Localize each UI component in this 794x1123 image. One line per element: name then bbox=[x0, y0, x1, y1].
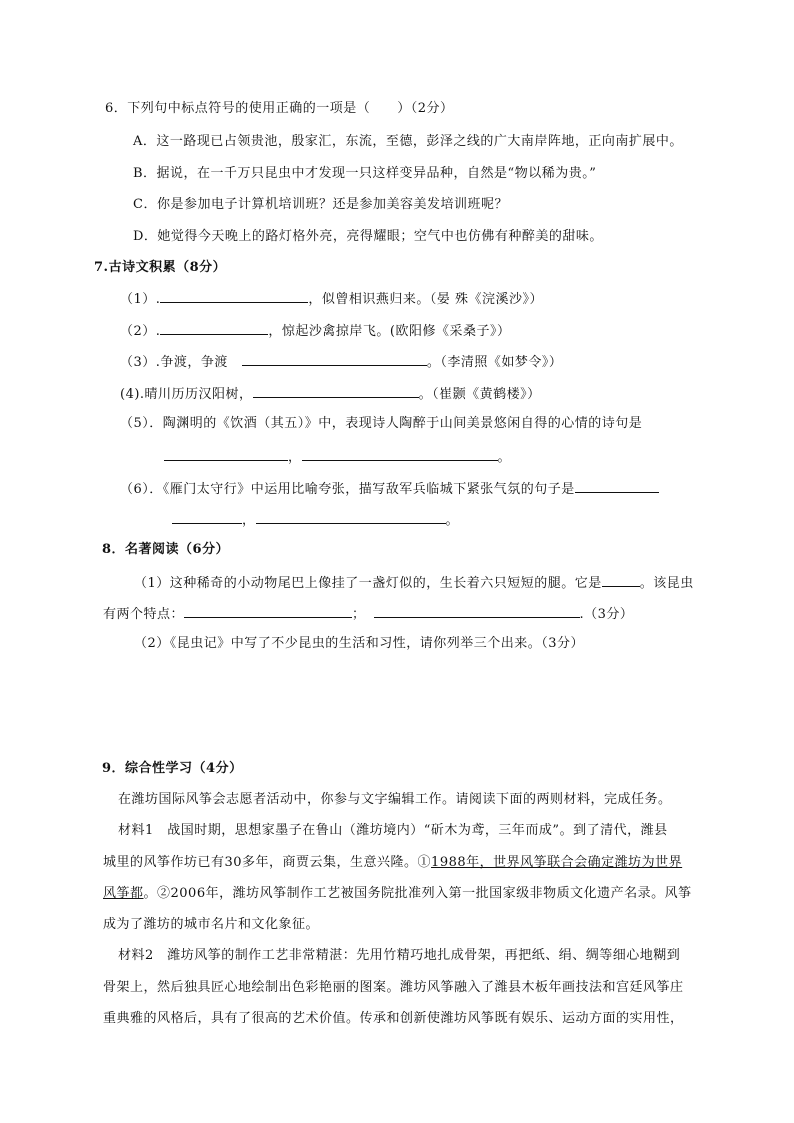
q7-item1-suffix: ，似曾相识燕归来。（晏 殊《浣溪沙》） bbox=[308, 292, 544, 307]
q7-item1-prefix: （1）. bbox=[120, 292, 161, 307]
q9-m1-b: 城里的风筝作坊已有30多年，商贾云集，生意兴隆。① bbox=[103, 855, 432, 870]
q7-item3-prefix: （3）.争渡，争渡 bbox=[120, 355, 228, 370]
q8-sub1-blank-trait1[interactable] bbox=[184, 604, 352, 618]
q7-item2-prefix: （2）. bbox=[120, 324, 161, 339]
q9-material1-line4: 成为了潍坊的城市名片和文化象征。 bbox=[103, 917, 320, 932]
q7-item6-blank-1[interactable] bbox=[575, 479, 659, 493]
q7-item6-blank-3[interactable] bbox=[256, 510, 446, 524]
q9-title: 9．综合性学习（4分） bbox=[102, 761, 243, 776]
q6-option-c: C．你是参加电子计算机培训班？还是参加美容美发培训班呢？ bbox=[133, 197, 508, 212]
q9-intro: 在潍坊国际风筝会志愿者活动中，你参与文字编辑工作。请阅读下面的两则材料，完成任务。 bbox=[118, 792, 672, 807]
q9-m1-underlined-2: 风筝都 bbox=[103, 886, 144, 901]
q7-item4-blank[interactable] bbox=[253, 384, 419, 398]
q8-sub1-blank-trait2[interactable] bbox=[374, 604, 580, 618]
q9-material2-line1: 材料2 潍坊风筝的制作工艺非常精湛：先用竹精巧地扎成骨架，再把纸、绢、绸等细心地糊到 bbox=[118, 948, 681, 963]
q7-item6-answer bbox=[172, 510, 459, 530]
q8-sub1-e: .（3分） bbox=[579, 607, 634, 622]
q8-sub2: （2）《昆虫记》中写了不少昆虫的生活和习性，请你列举三个出来。（3分） bbox=[134, 636, 585, 651]
q6-option-d: D．她觉得今天晚上的路灯格外亮，亮得耀眼；空气中也仿佛有种醉美的甜味。 bbox=[133, 229, 603, 244]
q7-item5-answer bbox=[164, 447, 511, 467]
q7-item5-end: 。 bbox=[497, 450, 512, 465]
q7-item5-blank-2[interactable] bbox=[302, 447, 498, 461]
q9-material2-line2: 骨架上，然后独具匠心地绘制出色彩艳丽的图案。潍坊风筝融入了潍县木板年画技法和宫廷风筝庄 bbox=[103, 980, 684, 995]
q7-item4-prefix: (4).晴川历历汉阳树， bbox=[120, 387, 253, 402]
q7-item5-blank-1[interactable] bbox=[164, 447, 288, 461]
q8-sub1-blank-name[interactable] bbox=[602, 573, 640, 587]
q7-item6-blank-2[interactable] bbox=[172, 510, 242, 524]
q7-item3 bbox=[120, 352, 562, 372]
q7-item2 bbox=[120, 321, 510, 341]
q6-option-b: B．据说，在一千万只昆虫中才发现一只这样变异品种，自然是“物以稀为贵。” bbox=[133, 166, 597, 181]
q7-item1-blank[interactable] bbox=[160, 289, 308, 303]
q8-sub1-line2 bbox=[103, 604, 633, 624]
q8-sub1-a: （1）这种稀奇的小动物尾巴上像挂了一盏灯似的，生长着六只短短的腿。它是 bbox=[134, 576, 602, 591]
q7-item2-blank[interactable] bbox=[160, 321, 268, 335]
q7-item6-end: 。 bbox=[445, 513, 460, 528]
q9-material1-line3 bbox=[103, 885, 692, 903]
q7-item3-blank[interactable] bbox=[242, 352, 427, 366]
q6-title: 6．下列句中标点符号的使用正确的一项是（ ）（2分） bbox=[105, 101, 454, 116]
q9-m1-underlined-1: 1988年，世界风筝联合会确定潍坊为世界 bbox=[431, 855, 683, 870]
q7-item4-suffix: 。（崔颢《黄鹤楼》） bbox=[418, 387, 541, 402]
q7-item2-suffix: ，惊起沙禽掠岸飞。(欧阳修《采桑子》） bbox=[268, 324, 511, 339]
q7-title: 7.古诗文积累（8分） bbox=[94, 260, 227, 275]
q7-item5-sep: ， bbox=[288, 450, 302, 465]
q9-m1-c: 。②2006年，潍坊风筝制作工艺被国务院批准列入第一批国家级非物质文化遗产名录。风筝 bbox=[143, 886, 692, 901]
q8-sub1-d: ； bbox=[352, 607, 366, 622]
q9-material1-line1: 材料1 战国时期，思想家墨子在鲁山（潍坊境内）“斫木为鸢，三年而成”。到了清代，潍县 bbox=[118, 823, 668, 838]
q7-item1 bbox=[120, 289, 543, 309]
q7-item5-text: （5）．陶渊明的《饮酒（其五）》中，表现诗人陶醉于山间美景悠闲自得的心情的诗句是 bbox=[120, 416, 643, 431]
q8-sub1-c: 有两个特点： bbox=[103, 607, 185, 622]
q7-item6-sep: ， bbox=[242, 513, 256, 528]
q9-material2-line3: 重典雅的风格后，具有了很高的艺术价值。传承和创新使潍坊风筝既有娱乐、运动方面的实用性， bbox=[103, 1011, 684, 1026]
q8-sub1-line1 bbox=[134, 573, 694, 593]
q8-title: 8．名著阅读（6分） bbox=[102, 542, 230, 557]
q7-item6-text: （6）．《雁门太守行》中运用比喻夸张，描写敌军兵临城下紧张气氛的句子是 bbox=[120, 482, 575, 497]
q8-sub1-b: 。该昆虫 bbox=[639, 576, 694, 591]
q6-option-a: A．这一路现已占领贵池，殷家汇，东流，至德，彭泽之线的广大南岸阵地，正向南扩展中。 bbox=[133, 134, 683, 149]
q9-material1-line2 bbox=[103, 854, 682, 872]
q7-item4 bbox=[120, 384, 541, 404]
q7-item6 bbox=[120, 479, 659, 499]
q7-item3-suffix: 。（李清照《如梦令》） bbox=[426, 355, 563, 370]
